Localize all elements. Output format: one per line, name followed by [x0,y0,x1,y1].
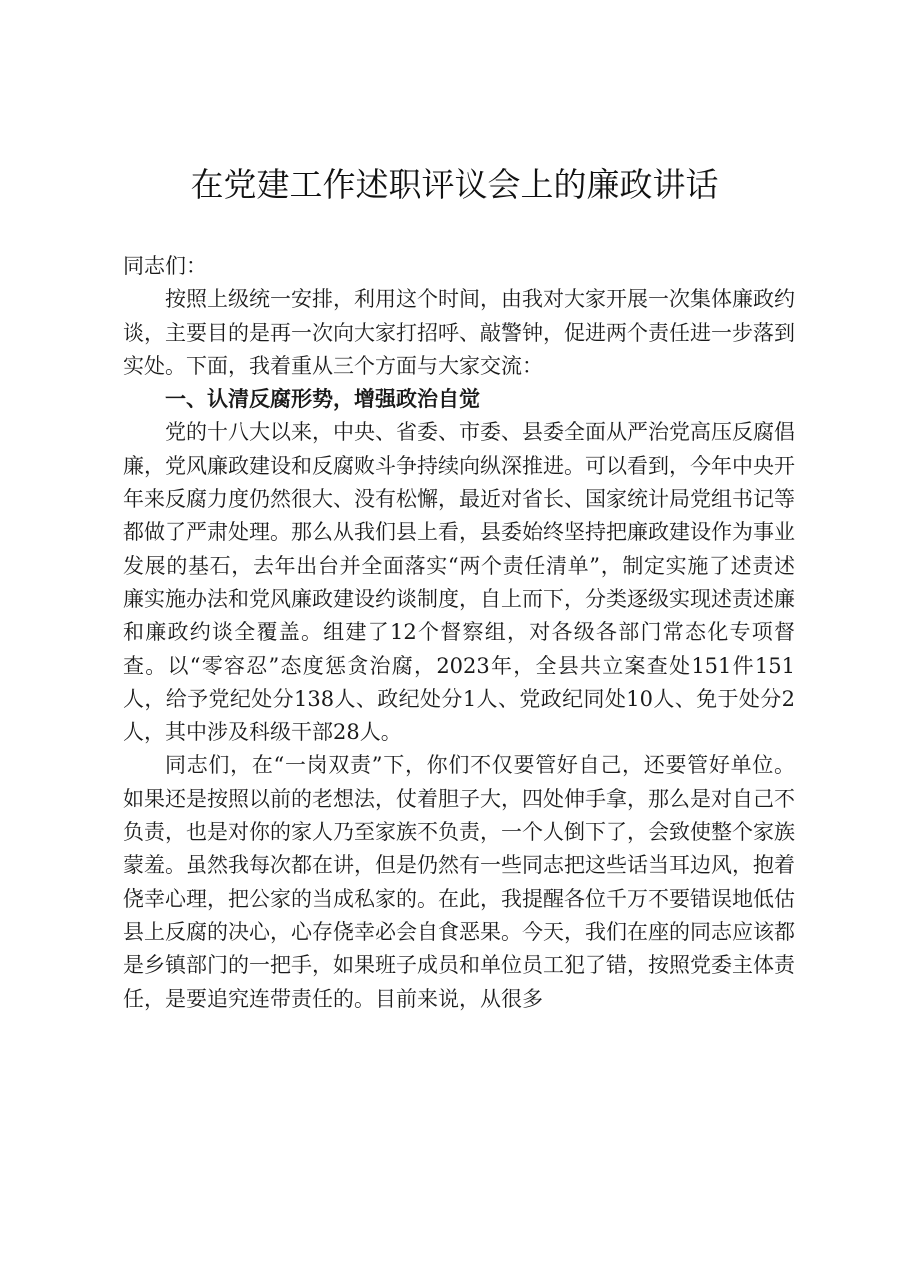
paragraph-responsibility: 同志们，在“一岗双责”下，你们不仅要管好自己，还要管好单位。如果还是按照以前的老想法，仗着胆子大，四处伸手拿，那么是对自己不负责，也是对你的家人乃至家族不负责，一个人倒下了，会致使整个家族蒙羞。虽然我每次都在讲，但是仍然有一些同志把这些话当耳边风，抱着侥幸心理，把公家的当成私家的。在此，我提醒各位千万不要错误地低估县上反腐的决心，心存侥幸必会自食恶果。今天，我们在座的同志应该都是乡镇部门的一把手，如果班子成员和单位员工犯了错，按照党委主体责任，是要追究连带责任的。目前来说，从很多 [123,753,795,1011]
section-heading-1: 一、认清反腐形势，增强政治自觉 [165,387,480,412]
salutation: 同志们： [123,254,207,278]
paragraph-intro: 按照上级统一安排，利用这个时间，由我对大家开展一次集体廉政约谈，主要目的是再一次向大家打招呼、敲警钟，促进两个责任进一步落到实处。下面，我着重从三个方面与大家交流： [123,287,795,378]
document-body [123,250,795,1016]
paragraph-anti-corruption-situation: 党的十八大以来，中央、省委、市委、县委全面从严治党高压反腐倡廉，党风廉政建设和反腐败斗争持续向纵深推进。可以看到，今年中央开年来反腐力度仍然很大、没有松懈，最近对省长、国家统计局党组书记等都做了严肃处理。那么从我们县上看，县委始终坚持把廉政建设作为事业发展的基石，去年出台并全面落实“两个责任清单”，制定实施了述责述廉实施办法和党风廉政建设约谈制度，自上而下，分类逐级实现述责述廉和廉政约谈全覆盖。组建了12个督察组，对各级各部门常态化专项督查。以“零容忍”态度惩贪治腐，2023年，全县共立案查处151件151人，给予党纪处分138人、政纪处分1人、党政纪同处10人、免于处分2人，其中涉及科级干部28人。 [123,420,795,745]
document-title: 在党建工作述职评议会上的廉政讲话 [190,165,719,204]
